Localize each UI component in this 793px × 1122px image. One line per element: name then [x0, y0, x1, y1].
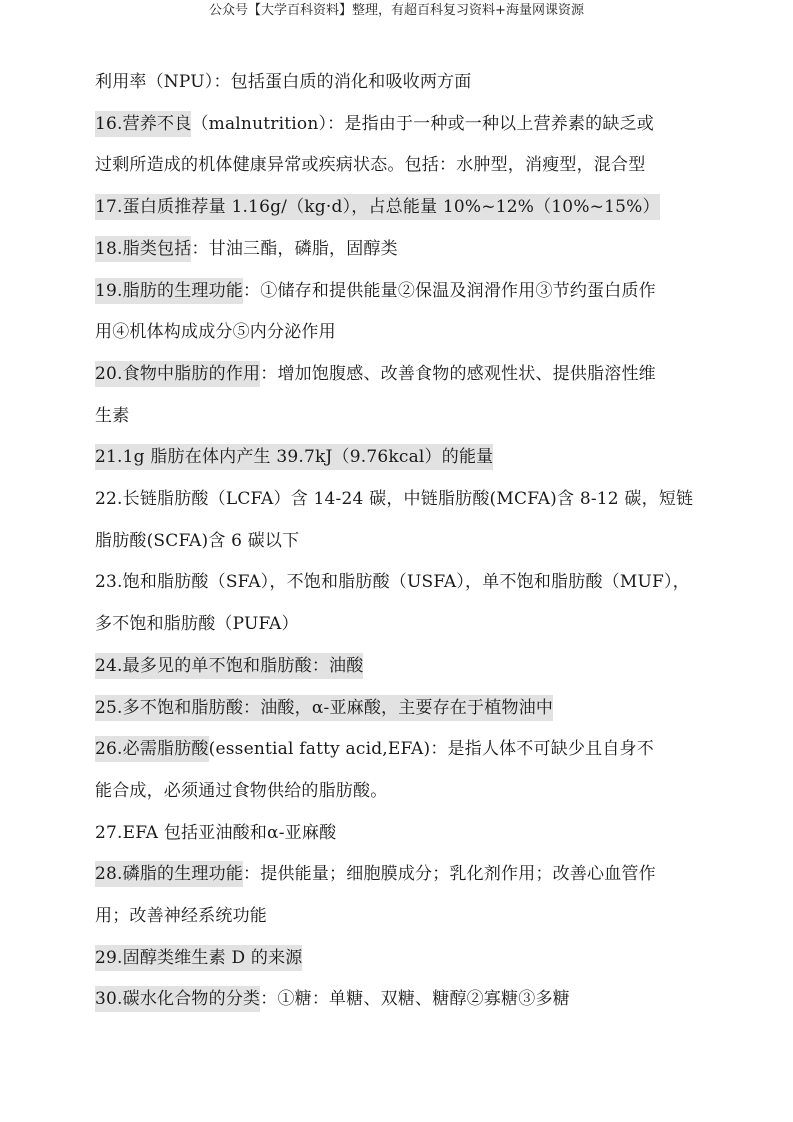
text-line — [95, 271, 705, 313]
line-text: 利用率（NPU）：包括蛋白质的消化和吸收两方面 — [95, 72, 472, 92]
highlighted-term: 18.脂类包括 — [95, 236, 191, 262]
text-line — [95, 187, 705, 229]
text-line — [95, 688, 705, 730]
text-line — [95, 562, 705, 604]
document-body — [95, 62, 705, 1021]
text-line — [95, 854, 705, 896]
line-text: 用；改善神经系统功能 — [95, 906, 267, 927]
text-line — [95, 229, 705, 271]
line-text: ：提供能量；细胞膜成分；乳化剂作用；改善心血管作 — [243, 864, 656, 885]
text-line — [95, 813, 705, 855]
highlighted-term: 26.必需脂肪酸 — [95, 736, 209, 762]
line-text: (essential fatty acid,EFA)：是指人体不可缺少且自身不 — [208, 739, 654, 760]
text-line — [95, 62, 705, 104]
line-text: 多不饱和脂肪酸（PUFA） — [95, 614, 299, 635]
line-text: 能合成，必须通过食物供给的脂肪酸。 — [95, 780, 388, 801]
line-text: ：①储存和提供能量②保温及润滑作用③节约蛋白质作 — [243, 280, 656, 301]
highlighted-term: 17.蛋白质推荐量 1.16g/（kg·d），占总能量 10%~12%（10%~15%） — [95, 194, 660, 220]
text-line — [95, 979, 705, 1021]
line-text: ：甘油三酯，磷脂，固醇类 — [191, 238, 398, 259]
text-line — [95, 104, 705, 146]
line-text: 过剩所造成的机体健康异常或疾病状态。包括：水肿型，消瘦型，混合型 — [95, 155, 646, 176]
text-line — [95, 521, 705, 563]
text-line — [95, 729, 705, 771]
text-line — [95, 437, 705, 479]
highlighted-term: 19.脂肪的生理功能 — [95, 278, 243, 304]
text-line — [95, 354, 705, 396]
line-text: 22.长链脂肪酸（LCFA）含 14-24 碳，中链脂肪酸(MCFA)含 8-12 碳，短链 — [95, 489, 694, 510]
line-text: 生素 — [95, 405, 130, 426]
text-line — [95, 396, 705, 438]
text-line — [95, 145, 705, 187]
line-text: ：增加饱腹感、改善食物的感观性状、提供脂溶性维 — [260, 363, 656, 384]
text-line — [95, 771, 705, 813]
highlighted-term: 25.多不饱和脂肪酸：油酸，α-亚麻酸，主要存在于植物油中 — [95, 695, 553, 721]
line-text: 23.饱和脂肪酸（SFA），不饱和脂肪酸（USFA），单不饱和脂肪酸（MUF）， — [95, 572, 690, 593]
highlighted-term: 28.磷脂的生理功能 — [95, 861, 243, 887]
text-line — [95, 938, 705, 980]
highlighted-term: 29.固醇类维生素 D 的来源 — [95, 945, 302, 971]
line-text: ：①糖：单糖、双糖、糖醇②寡糖③多糖 — [260, 989, 570, 1010]
text-line — [95, 646, 705, 688]
line-text: （malnutrition）：是指由于一种或一种以上营养素的缺乏或 — [191, 113, 654, 134]
text-line — [95, 312, 705, 354]
text-line — [95, 896, 705, 938]
highlighted-term: 21.1g 脂肪在体内产生 39.7kJ（9.76kcal）的能量 — [95, 444, 493, 470]
highlighted-term: 16.营养不良 — [95, 111, 191, 137]
text-line — [95, 604, 705, 646]
line-text: 用④机体构成成分⑤内分泌作用 — [95, 322, 336, 343]
highlighted-term: 20.食物中脂肪的作用 — [95, 361, 260, 387]
text-line — [95, 479, 705, 521]
line-text: 27.EFA 包括亚油酸和α-亚麻酸 — [95, 822, 337, 843]
page-header: 公众号【大学百科资料】整理，有超百科复习资料+海量网课资源 — [209, 3, 584, 18]
line-text: 脂肪酸(SCFA)含 6 碳以下 — [95, 530, 300, 551]
highlighted-term: 30.碳水化合物的分类 — [95, 986, 260, 1012]
highlighted-term: 24.最多见的单不饱和脂肪酸：油酸 — [95, 653, 363, 679]
